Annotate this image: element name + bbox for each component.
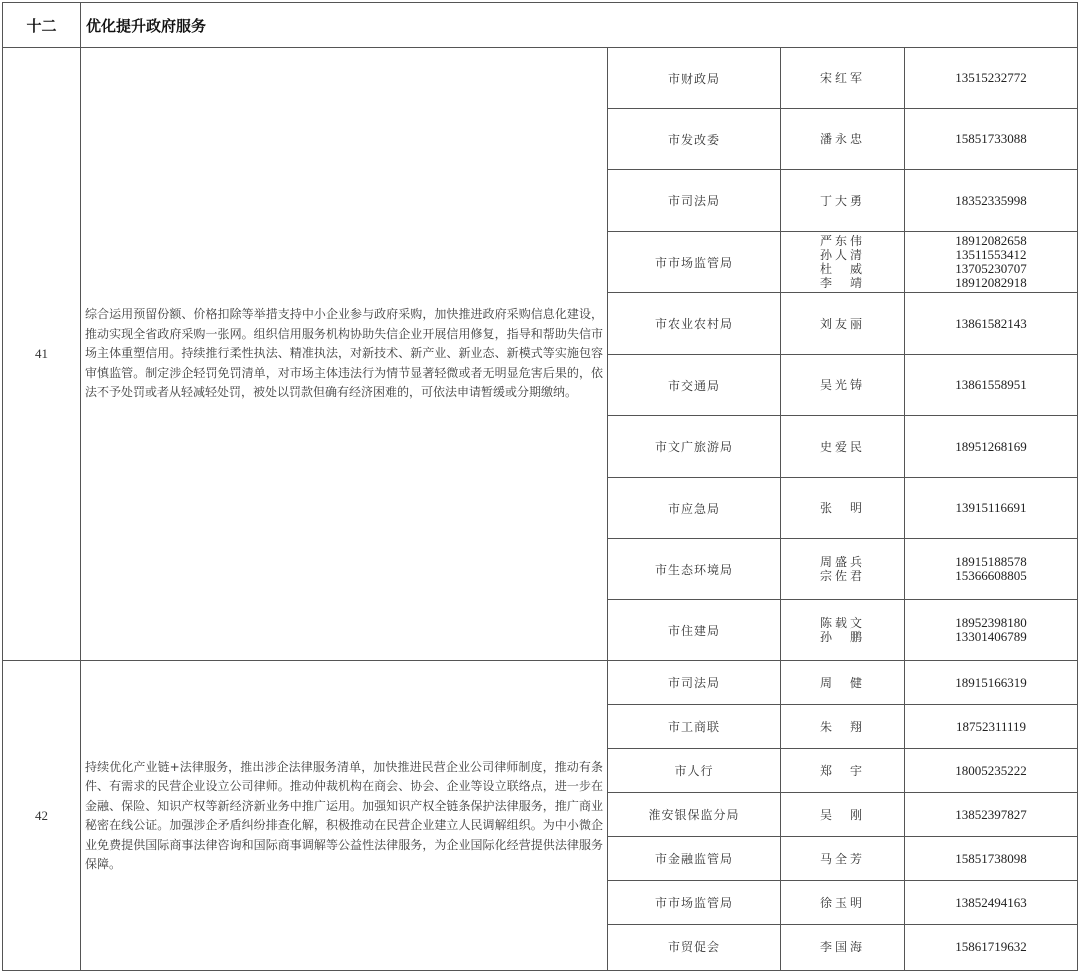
contact-person: 丁大勇: [819, 193, 865, 208]
contact-person: 徐玉明: [819, 895, 865, 910]
contact-person: 李国海: [819, 939, 865, 954]
phone-number: 13915116691: [955, 500, 1027, 515]
contact-persons: [781, 793, 904, 836]
contact-person: 孙人清: [819, 248, 865, 262]
grid-line: [607, 880, 1078, 881]
phone-number: 13861582143: [955, 315, 1027, 331]
phone-number: 13852494163: [955, 894, 1027, 910]
contact-persons: [781, 749, 904, 792]
item-description: 综合运用预留份额、价格扣除等举措支持中小企业参与政府采购，加快推进政府采购信息化建设，推动实现全省政府采购一张网。组织信用服务机构协助失信企业开展信用修复，指导和帮助失信市场主体重塑信用。持续推行柔性执法、精准执法，对新技术、新产业、新业态、新模式等实施包容审慎监管。制定涉企轻罚免罚清单，对市场主体违法行为情节显著轻微或者无明显危害后果的，依法不予处罚或者从轻减轻处罚，被处以罚款但确有经济困难的，可依法申请暂缓或分期缴纳。: [85, 307, 603, 400]
contact-person: 周盛兵: [819, 555, 865, 569]
grid-line: [607, 836, 1078, 837]
contact-person: 朱 翔: [819, 719, 865, 734]
grid-line: [607, 599, 1078, 600]
department-name: 市工商联: [667, 720, 720, 734]
grid-line: [607, 108, 1078, 109]
grid-line: [2, 47, 1078, 48]
phone-number: 15366608805: [955, 568, 1027, 583]
department-name: 市生态环境局: [654, 562, 733, 577]
contact-persons: [781, 705, 904, 748]
contact-person: 陈载文: [819, 616, 865, 630]
contact-persons: [781, 600, 904, 660]
contact-persons: [781, 539, 904, 599]
department-name: 市农业农村局: [654, 317, 733, 331]
contact-phones: [905, 48, 1077, 108]
contact-person: 周 健: [819, 675, 865, 690]
grid-line: [2, 2, 3, 971]
department-name: 市文广旅游局: [654, 440, 733, 454]
phone-number: 15851738098: [955, 850, 1027, 866]
phone-number: 18952398180: [955, 615, 1027, 630]
department-name: 市住建局: [667, 623, 720, 638]
contact-person: 李 靖: [819, 276, 865, 290]
contact-person: 宗佐君: [819, 569, 865, 583]
item-description-cell: [81, 48, 607, 660]
contact-phones: [905, 355, 1077, 415]
grid-line: [607, 415, 1078, 416]
department-name: 市市场监管局: [654, 896, 733, 910]
section-number: 十二: [26, 16, 57, 35]
phone-number: 18752311119: [955, 718, 1027, 734]
grid-line: [607, 354, 1078, 355]
contact-phones: [905, 416, 1077, 477]
contact-phones: [905, 232, 1077, 292]
contact-persons: [781, 293, 904, 354]
contact-persons: [781, 170, 904, 231]
contact-person: 马全芳: [819, 851, 865, 866]
contact-phones: [905, 109, 1077, 169]
grid-line: [607, 704, 1078, 705]
grid-line: [607, 47, 608, 971]
phone-number: 18005235222: [955, 762, 1027, 778]
item-description-cell: [81, 661, 607, 971]
contact-person: 吴 刚: [819, 807, 865, 822]
contact-persons: [781, 109, 904, 169]
contact-phones: [905, 478, 1077, 538]
grid-line: [2, 970, 1078, 971]
department-name: 市发改委: [667, 132, 720, 147]
contact-phones: [905, 170, 1077, 231]
grid-line: [80, 2, 81, 971]
grid-line: [2, 2, 1078, 3]
phone-number: 18951268169: [955, 438, 1027, 454]
grid-line: [2, 660, 1078, 661]
grid-line: [607, 169, 1078, 170]
phone-number: 13511553412: [955, 247, 1027, 262]
grid-line: [607, 538, 1078, 539]
contact-person: 杜 威: [819, 262, 865, 276]
department-name: 市人行: [674, 764, 714, 778]
contact-person: 宋红军: [819, 71, 865, 85]
grid-line: [607, 748, 1078, 749]
grid-line: [607, 477, 1078, 478]
department-name: 市财政局: [667, 71, 720, 86]
contact-person: 严东伟: [819, 234, 865, 248]
contact-persons: [781, 48, 904, 108]
phone-number: 13301406789: [955, 629, 1027, 644]
contact-person: 史爱民: [819, 439, 865, 454]
contact-persons: [781, 232, 904, 292]
department-name: 市交通局: [667, 378, 720, 393]
contact-person: 张 明: [819, 501, 865, 515]
contact-phones: [905, 749, 1077, 792]
grid-line: [607, 292, 1078, 293]
contact-phones: [905, 661, 1077, 704]
contact-person: 郑 宇: [819, 763, 865, 778]
contact-persons: [781, 925, 904, 968]
contact-persons: [781, 478, 904, 538]
grid-line: [904, 47, 905, 971]
grid-line: [607, 792, 1078, 793]
phone-number: 15861719632: [955, 938, 1027, 954]
phone-number: 13852397827: [955, 806, 1027, 822]
grid-line: [607, 924, 1078, 925]
item-description: 持续优化产业链+法律服务，推出涉企法律服务清单，加快推进民营企业公司律师制度，推动有条件、有需求的民营企业设立公司律师。推动仲裁机构在商会、协会、企业等设立联络点，进一步在金融、保险、知识产权等新经济新业务中推广运用。加强知识产权全链条保护法律服务，推广商业秘密在线公证。加强涉企矛盾纠纷排查化解，积极推动在民营企业建立人民调解组织。为中小微企业免费提供国际商事法律咨询和国际商事调解等公益性法律服务，为企业国际化经营提供法律服务保障。: [85, 759, 603, 871]
department-name: 市金融监管局: [654, 852, 733, 866]
contact-phones: [905, 925, 1077, 968]
phone-number: 18352335998: [955, 192, 1027, 208]
contact-persons: [781, 661, 904, 704]
phone-number: 13861558951: [955, 377, 1027, 392]
grid-line: [780, 47, 781, 971]
contact-phones: [905, 793, 1077, 836]
department-name: 淮安银保监分局: [648, 808, 740, 822]
contact-person: 潘永忠: [819, 132, 865, 146]
item-number: 42: [35, 808, 48, 823]
contact-person: 孙 鹏: [819, 630, 865, 644]
phone-number: 13705230707: [955, 261, 1027, 276]
contact-phones: [905, 881, 1077, 924]
contact-phones: [905, 600, 1077, 660]
contact-person: 吴光铸: [819, 378, 865, 392]
contact-persons: [781, 881, 904, 924]
department-name: 市市场监管局: [654, 255, 733, 270]
phone-number: 18915188578: [955, 554, 1027, 569]
department-name: 市贸促会: [667, 940, 720, 954]
contact-phones: [905, 837, 1077, 880]
phone-number: 13515232772: [955, 70, 1027, 85]
contact-phones: [905, 293, 1077, 354]
phone-number: 15851733088: [955, 131, 1027, 146]
contact-phones: [905, 539, 1077, 599]
grid-line: [1077, 2, 1078, 971]
phone-number: 18915166319: [955, 674, 1027, 690]
contact-persons: [781, 416, 904, 477]
contact-persons: [781, 837, 904, 880]
contact-phones: [905, 705, 1077, 748]
item-number: 41: [35, 346, 48, 361]
department-name: 市司法局: [667, 194, 720, 208]
phone-number: 18912082658: [955, 233, 1027, 248]
grid-line: [607, 231, 1078, 232]
contact-persons: [781, 355, 904, 415]
department-name: 市应急局: [667, 501, 720, 516]
section-title: 优化提升政府服务: [86, 16, 207, 35]
phone-number: 18912082918: [955, 275, 1027, 290]
contact-person: 刘友丽: [819, 316, 865, 331]
department-name: 市司法局: [667, 676, 720, 690]
